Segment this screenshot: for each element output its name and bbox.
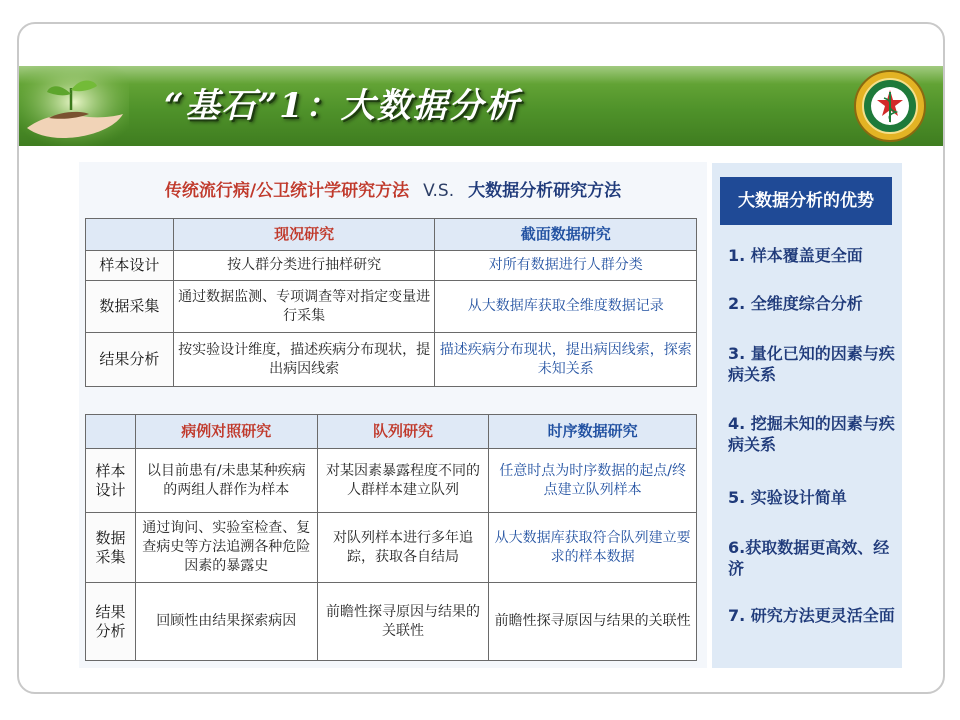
table-row: [86, 513, 697, 583]
table-cell: 对所有数据进行人群分类: [435, 251, 697, 281]
table-header-cell: 现况研究: [173, 219, 435, 251]
table-cell: 按人群分类进行抽样研究: [173, 251, 435, 281]
table-row: [86, 251, 697, 281]
table-row: [86, 449, 697, 513]
row-label: 数据采集: [86, 513, 136, 583]
table-header-cell: 病例对照研究: [135, 415, 317, 449]
row-label: 样本设计: [86, 449, 136, 513]
table-cell: 描述疾病分布现状，提出病因线索，探索未知关系: [435, 333, 697, 387]
cross-sectional-comparison-table: [85, 218, 697, 387]
longitudinal-comparison-table: [85, 414, 697, 661]
advantages-panel: [712, 163, 902, 668]
table-cell: 前瞻性探寻原因与结果的关联性: [317, 583, 489, 661]
table-header-cell: [86, 415, 136, 449]
row-label: 样本设计: [86, 251, 174, 281]
table-cell: 通过询问、实验室检查、复查病史等方法追溯各种危险因素的暴露史: [135, 513, 317, 583]
table-cell: 回顾性由结果探索病因: [135, 583, 317, 661]
table-header-cell: 时序数据研究: [489, 415, 697, 449]
seedling-in-hand-icon: [19, 66, 129, 146]
table-cell: 按实验设计维度，描述疾病分布现状，提出病因线索: [173, 333, 435, 387]
table-cell: 对队列样本进行多年追踪，获取各自结局: [317, 513, 489, 583]
list-item: 3. 量化已知的因素与疾病关系: [728, 344, 895, 384]
row-label: 数据采集: [86, 281, 174, 333]
table-header-cell: 队列研究: [317, 415, 489, 449]
list-item: 2. 全维度综合分析: [728, 294, 863, 313]
table-header-cell: [86, 219, 174, 251]
vs-label: V.S.: [423, 181, 455, 201]
list-item: 4. 挖掘未知的因素与疾病关系: [728, 414, 895, 454]
table-cell: 以目前患有/未患某种疾病的两组人群作为样本: [135, 449, 317, 513]
table-header-cell: 截面数据研究: [435, 219, 697, 251]
table-cell: 从大数据库获取全维度数据记录: [435, 281, 697, 333]
list-item: 1. 样本覆盖更全面: [728, 246, 863, 265]
table-cell: 前瞻性探寻原因与结果的关联性: [489, 583, 697, 661]
list-item: 5. 实验设计简单: [728, 488, 847, 507]
table-row: [86, 333, 697, 387]
table-cell: 从大数据库获取符合队列建立要求的样本数据: [489, 513, 697, 583]
row-label: 结果分析: [86, 333, 174, 387]
advantages-title: 大数据分析的优势: [720, 177, 892, 225]
comparison-panel: [79, 162, 707, 668]
table-row: [86, 583, 697, 661]
table-cell: 通过数据监测、专项调查等对指定变量进行采集: [173, 281, 435, 333]
slide-title: “基石”1：大数据分析: [164, 86, 521, 126]
comparison-heading: [79, 176, 707, 201]
title-bar: [19, 66, 943, 146]
hospital-emblem-icon: [851, 68, 929, 144]
row-label: 结果分析: [86, 583, 136, 661]
table-cell: 任意时点为时序数据的起点/终点建立队列样本: [489, 449, 697, 513]
traditional-methods-label: 传统流行病/公卫统计学研究方法: [164, 181, 410, 201]
list-item: 7. 研究方法更灵活全面: [728, 606, 895, 625]
bigdata-methods-label: 大数据分析研究方法: [468, 181, 622, 201]
table-cell: 对某因素暴露程度不同的人群样本建立队列: [317, 449, 489, 513]
table-row: [86, 281, 697, 333]
list-item: 6.获取数据更高效、经济: [728, 538, 890, 578]
